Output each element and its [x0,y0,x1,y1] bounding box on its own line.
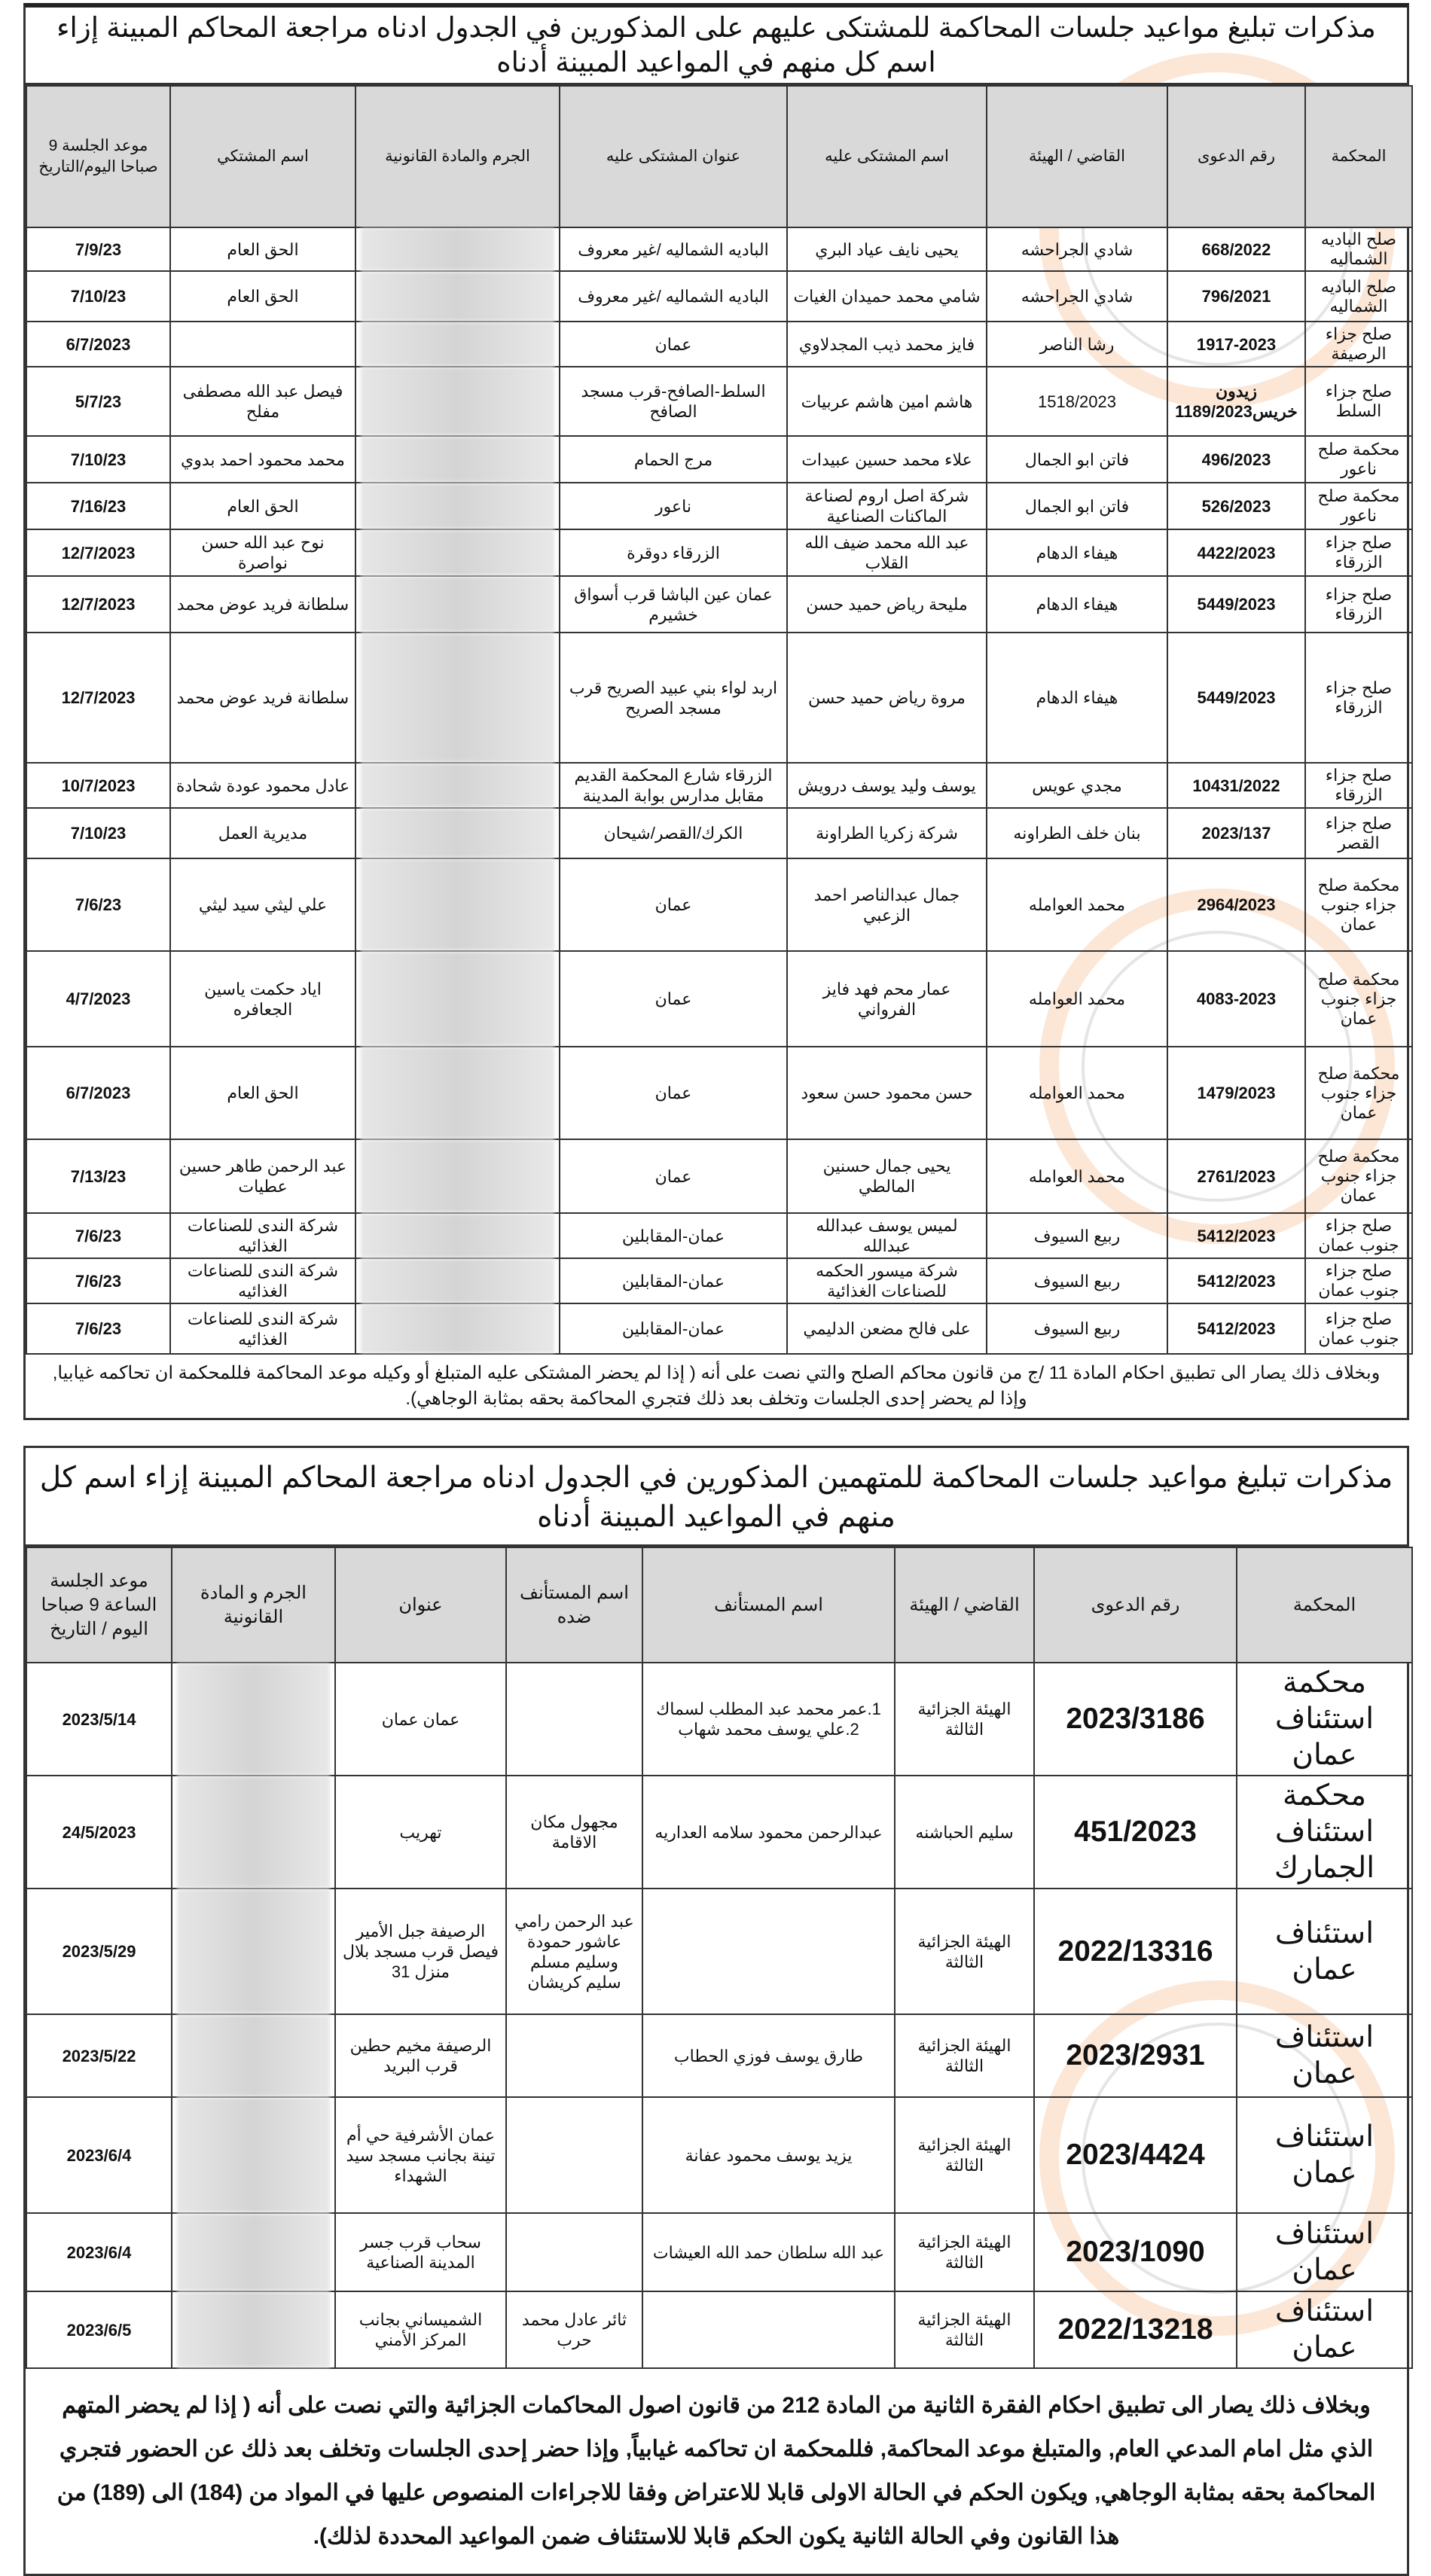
redacted-crime-cell [355,1047,560,1139]
redacted-crime-cell [355,951,560,1047]
judge-cell: فاتن ابو الجمال [987,483,1167,529]
redaction-blur [361,764,554,807]
case-cell: 5412/2023 [1167,1303,1305,1354]
table-row [26,1139,1412,1213]
appellant-cell [642,1889,895,2014]
court-cell: صلح جزاء الزرقاء [1305,576,1412,633]
column-header: اسم المشتكي [170,86,355,227]
redaction-blur [361,1140,554,1212]
court-cell: محكمة صلح جزاء جنوب عمان [1305,1139,1412,1213]
defendant-cell: شامي محمد حميدان الغيات [787,271,987,322]
address-cell: اربد لواء بني عبيد الصريح قرب مسجد الصريح [560,633,787,763]
table-row [26,576,1412,633]
redaction-blur [361,577,554,632]
date-cell: 7/6/23 [26,1258,170,1303]
case-cell: 5449/2023 [1167,576,1305,633]
date-cell: 2023/5/29 [26,1889,172,2014]
address-cell: الشميساني بجانب المركز الأمني [335,2291,506,2368]
redacted-crime-cell [172,1776,335,1889]
column-header: رقم الدعوى [1167,86,1305,227]
appellant-cell: 1.عمر محمد عبد المطلب لسماك 2.علي يوسف محمد شهاب [642,1663,895,1776]
court-cell: محكمة صلح جزاء جنوب عمان [1305,858,1412,951]
legal-note: وبخلاف ذلك يصار الى تطبيق احكام الفقرة الثانية من المادة 212 من قانون اصول المحاكمات الجزائية والتي نصت على أنه ( إذا لم يحضر المتهم الذي مثل امام المدعي العام, والمتبلغ موعد المحاكمة, فللمحكمة ان تحاكمه غيابياً, وإذا حضر إحدى الجلسات وتخلف بعد ذلك عن الحضور فتجري المحاكمة بحقه بمثابة الوجاهي, ويكون الحكم في الحالة الاولى قابلا للاعتراض وفقا للاجراءات المنصوص عليها في المواد من (184) الى (189) من هذا القانون وفي الحالة الثانية يكون الحكم قابلا للاستئناف ضمن المواعيد المحددة لذلك). [56,2393,1376,2549]
table-row [26,436,1412,483]
address-cell: الرصيفة مخيم حطين قرب البريد [335,2014,506,2097]
redacted-crime-cell [355,763,560,808]
court-cell: صلح الباديه الشماليه [1305,271,1412,322]
column-header: اسم المستأنف [642,1547,895,1663]
table-row [26,1889,1412,2014]
case-cell: زيدون خريس1189/2023 [1167,367,1305,436]
table-row [26,1047,1412,1139]
column-header: اسم المشتكى عليه [787,86,987,227]
redaction-blur [361,1259,554,1303]
address-cell: الباديه الشماليه /غير معروف [560,271,787,322]
judge-cell: رشا الناصر [987,322,1167,367]
date-cell: 7/10/23 [26,271,170,322]
date-cell: 7/6/23 [26,1303,170,1354]
date-cell: 7/6/23 [26,1213,170,1258]
defendant-cell: عبد الله محمد ضيف الله القلاب [787,529,987,576]
table-row [26,2291,1412,2368]
date-cell: 4/7/2023 [26,951,170,1047]
section-title: مذكرات تبليغ مواعيد جلسات المحاكمة للمشتكى عليهم على المذكورين في الجدول ادناه مراجعة المحاكم المبينة إزاء اسم كل منهم في المواعيد المبينة أدناه [26,8,1407,85]
judge-cell: هيفاء الدهام [987,529,1167,576]
redaction-blur [361,367,554,435]
court-cell: استئناف عمان [1237,2213,1412,2291]
court-cell: محكمة استئناف عمان [1237,1663,1412,1776]
respondent-cell: ثائر عادل محمد حرب [506,2291,642,2368]
column-header: رقم الدعوى [1034,1547,1237,1663]
column-header: اسم المستأنف ضده [506,1547,642,1663]
date-cell: 2023/6/4 [26,2097,172,2213]
judge-cell: الهيئة الجزائية الثالثة [895,1889,1034,2014]
redacted-crime-cell [355,808,560,858]
column-header: عنوان [335,1547,506,1663]
table-row [26,1663,1412,1776]
case-cell: 4083-2023 [1167,951,1305,1047]
address-cell: عمان [560,951,787,1047]
judge-cell: الهيئة الجزائية الثالثة [895,2291,1034,2368]
complainant-cell: محمد محمود احمد بدوي [170,436,355,483]
redacted-crime-cell [355,633,560,763]
table-row [26,633,1412,763]
defendant-cell: لميس يوسف عبدالله عبدالله [787,1213,987,1258]
address-cell: عمان [560,322,787,367]
redaction-blur [361,1047,554,1139]
case-cell: 526/2023 [1167,483,1305,529]
redaction-blur [361,437,554,482]
judge-cell: محمد العوامله [987,858,1167,951]
table-row [26,322,1412,367]
complainant-cell: الحق العام [170,227,355,271]
table-row [26,367,1412,436]
defendant-cell: يوسف وليد يوسف درويش [787,763,987,808]
redaction-blur [177,2098,330,2212]
address-cell: سحاب قرب جسر المدينة الصناعية [335,2213,506,2291]
respondent-cell [506,2213,642,2291]
case-cell: 451/2023 [1034,1776,1237,1889]
appellant-cell [642,2291,895,2368]
table-row [26,2097,1412,2213]
date-cell: 10/7/2023 [26,763,170,808]
redaction-blur [361,228,554,270]
address-cell: عمان عين الباشا قرب أسواق خشيرم [560,576,787,633]
court-cell: صلح جزاء جنوب عمان [1305,1303,1412,1354]
court-cell: صلح جزاء الزرقاء [1305,633,1412,763]
judge-cell: هيفاء الدهام [987,576,1167,633]
judge-cell: سليم الحباشنه [895,1776,1034,1889]
redacted-crime-cell [355,322,560,367]
address-cell: عمان-المقابلين [560,1258,787,1303]
complainant-cell: عبد الرحمن طاهر حسين عطيات [170,1139,355,1213]
address-cell: الزرقاء شارع المحكمة القديم مقابل مدارس بوابة المدينة [560,763,787,808]
complainant-notice-section [23,3,1409,1420]
table-row [26,2014,1412,2097]
defendant-cell: شركة زكريا الطراونة [787,808,987,858]
redaction-blur [361,633,554,762]
defendant-cell: فايز محمد ذيب المجدلاوي [787,322,987,367]
case-cell: 2761/2023 [1167,1139,1305,1213]
redaction-blur [361,952,554,1046]
address-cell: الرصيفة جبل الأمير فيصل قرب مسجد بلال منزل 31 [335,1889,506,2014]
redacted-crime-cell [355,576,560,633]
date-cell: 6/7/2023 [26,322,170,367]
case-cell: 496/2023 [1167,436,1305,483]
court-cell: صلح جزاء السلط [1305,367,1412,436]
defendant-cell: علاء محمد حسين عبيدات [787,436,987,483]
table-row [26,271,1412,322]
date-cell: 2023/5/22 [26,2014,172,2097]
address-cell: عمان-المقابلين [560,1213,787,1258]
column-header: موعد الجلسة الساعة 9 صباحا اليوم / التاريخ [26,1547,172,1663]
redaction-blur [177,2015,330,2096]
court-cell: صلح جزاء الرصيفة [1305,322,1412,367]
case-cell: 668/2022 [1167,227,1305,271]
case-cell: 2023/1090 [1034,2213,1237,2291]
defendant-cell: يحيى نايف عياد البري [787,227,987,271]
appellant-cell: عبدالرحمن محمود سلامه العداريه [642,1776,895,1889]
redaction-blur [177,2292,330,2367]
court-cell: محكمة صلح جزاء جنوب عمان [1305,1047,1412,1139]
appeals-table [26,1547,1413,2369]
court-cell: صلح جزاء جنوب عمان [1305,1258,1412,1303]
complainant-cell: عادل محمود عودة شحادة [170,763,355,808]
judge-cell: 1518/2023 [987,367,1167,436]
judge-cell: فاتن ابو الجمال [987,436,1167,483]
defendant-cell: حسن محمود حسن سعود [787,1047,987,1139]
complainant-cell: نوح عبد الله حسن نواصرة [170,529,355,576]
redacted-crime-cell [355,436,560,483]
case-cell: 2023/4424 [1034,2097,1237,2213]
address-cell: الزرقاء دوقرة [560,529,787,576]
respondent-cell [506,2014,642,2097]
date-cell: 12/7/2023 [26,529,170,576]
table-row [26,1776,1412,1889]
case-cell: 1479/2023 [1167,1047,1305,1139]
redaction-blur [361,1304,554,1353]
redaction-blur [361,272,554,321]
redacted-crime-cell [355,483,560,529]
complainant-cell: شركة الندى للصناعات الغذائيه [170,1213,355,1258]
case-cell: 5412/2023 [1167,1258,1305,1303]
address-cell: تهريب [335,1776,506,1889]
redaction-blur [361,1214,554,1258]
address-cell: مرج الحمام [560,436,787,483]
column-header: الجرم والمادة القانونية [355,86,560,227]
case-cell: 2964/2023 [1167,858,1305,951]
address-cell: عمان عمان [335,1663,506,1776]
judge-cell: ربيع السيوف [987,1213,1167,1258]
defendant-cell: شركة اصل اروم لصناعة الماكنات الصناعية [787,483,987,529]
date-cell: 12/7/2023 [26,633,170,763]
redaction-blur [177,1889,330,2014]
complainant-cell: الحق العام [170,271,355,322]
court-cell: محكمة صلح جزاء جنوب عمان [1305,951,1412,1047]
redacted-crime-cell [172,2014,335,2097]
table-row [26,1303,1412,1354]
table-row [26,227,1412,271]
case-cell: 796/2021 [1167,271,1305,322]
court-cell: استئناف عمان [1237,1889,1412,2014]
column-header: موعد الجلسة 9 صباحا اليوم/التاريخ [26,86,170,227]
date-cell: 6/7/2023 [26,1047,170,1139]
judge-cell: هيفاء الدهام [987,633,1167,763]
judge-cell: الهيئة الجزائية الثالثة [895,1663,1034,1776]
respondent-cell: مجهول مكان الاقامة [506,1776,642,1889]
complainant-cell: شركة الندى للصناعات الغذائيه [170,1258,355,1303]
redacted-crime-cell [355,1213,560,1258]
redaction-blur [361,859,554,950]
appeal-notice-section [23,1446,1409,2576]
redacted-crime-cell [355,1303,560,1354]
date-cell: 2023/6/5 [26,2291,172,2368]
complainant-cell: سلطانة فريد عوض محمد [170,576,355,633]
section-title: مذكرات تبليغ مواعيد جلسات المحاكمة للمتهمين المذكورين في الجدول ادناه مراجعة المحاكم المبينة إزاء اسم كل منهم في المواعيد المبينة أدناه [26,1448,1407,1547]
redacted-crime-cell [172,1889,335,2014]
column-header: الجرم و المادة القانونية [172,1547,335,1663]
judge-cell: ربيع السيوف [987,1258,1167,1303]
complainant-cell: فيصل عبد الله مصطفى مفلح [170,367,355,436]
redacted-crime-cell [172,2097,335,2213]
court-cell: محكمة صلح ناعور [1305,436,1412,483]
date-cell: 7/6/23 [26,858,170,951]
redaction-blur [177,2214,330,2291]
column-header: القاضي / الهيئة [987,86,1167,227]
complainant-cell: علي ليثي سيد ليثي [170,858,355,951]
court-cell: استئناف عمان [1237,2014,1412,2097]
redaction-blur [361,530,554,575]
redacted-crime-cell [355,529,560,576]
column-header: عنوان المشتكى عليه [560,86,787,227]
complainant-cell [170,322,355,367]
date-cell: 12/7/2023 [26,576,170,633]
table-row [26,483,1412,529]
complainant-cell: اياد حكمت ياسين الجعافره [170,951,355,1047]
case-cell: 2022/13316 [1034,1889,1237,2014]
address-cell: عمان [560,1139,787,1213]
legal-note: وبخلاف ذلك يصار الى تطبيق احكام المادة 11 /ج من قانون محاكم الصلح والتي نصت على أنه ( إذا لم يحضر المشتكى عليه المتبلغ أو وكيله موعد المحاكمة فللمحكمة ان تحاكمه غيابيا, وإذا لم يحضر إحدى الجلسات وتخلف بعد ذلك فتجري المحاكمة بحقه بمثابة الوجاهي). [52,1363,1381,1409]
date-cell: 7/10/23 [26,436,170,483]
case-cell: 4422/2023 [1167,529,1305,576]
date-cell: 5/7/23 [26,367,170,436]
court-cell: صلح جزاء جنوب عمان [1305,1213,1412,1258]
case-cell: 10431/2022 [1167,763,1305,808]
table-row [26,808,1412,858]
redaction-blur [361,322,554,366]
respondent-cell [506,1663,642,1776]
case-cell: 2022/13218 [1034,2291,1237,2368]
court-cell: محكمة صلح ناعور [1305,483,1412,529]
date-cell: 7/16/23 [26,483,170,529]
court-cell: محكمة استئناف الجمارك [1237,1776,1412,1889]
judge-cell: شادي الجراحشه [987,271,1167,322]
redacted-crime-cell [172,2291,335,2368]
appellant-cell: عبد الله سلطان حمد الله العيشات [642,2213,895,2291]
column-header: المحكمة [1305,86,1412,227]
redaction-blur [361,809,554,858]
address-cell: الباديه الشماليه /غير معروف [560,227,787,271]
table-row [26,2213,1412,2291]
column-header: القاضي / الهيئة [895,1547,1034,1663]
redacted-crime-cell [355,1139,560,1213]
case-cell: 2023/3186 [1034,1663,1237,1776]
complainant-cell: سلطانة فريد عوض محمد [170,633,355,763]
redacted-crime-cell [355,271,560,322]
judge-cell: محمد العوامله [987,1047,1167,1139]
date-cell: 7/9/23 [26,227,170,271]
defendant-cell: عمار محم فهد فايز الفرواني [787,951,987,1047]
judge-cell: شادي الجراحشه [987,227,1167,271]
court-cell: صلح الباديه الشماليه [1305,227,1412,271]
table-row [26,951,1412,1047]
address-cell: عمان-المقابلين [560,1303,787,1354]
date-cell: 7/10/23 [26,808,170,858]
judge-cell: مجدي عويس [987,763,1167,808]
judge-cell: محمد العوامله [987,951,1167,1047]
court-cell: استئناف عمان [1237,2291,1412,2368]
appellant-cell: طارق يوسف فوزي الحطاب [642,2014,895,2097]
case-cell: 1917-2023 [1167,322,1305,367]
table-row [26,1213,1412,1258]
redacted-crime-cell [172,2213,335,2291]
date-cell: 7/13/23 [26,1139,170,1213]
address-cell: عمان [560,1047,787,1139]
address-cell: السلط-الصافح-قرب مسجد الصافح [560,367,787,436]
redaction-blur [361,483,554,529]
defendant-cell: يحيى جمال حسنين المالطي [787,1139,987,1213]
date-cell: 24/5/2023 [26,1776,172,1889]
redaction-blur [177,1663,330,1775]
case-cell: 2023/137 [1167,808,1305,858]
case-cell: 5449/2023 [1167,633,1305,763]
judge-cell: محمد العوامله [987,1139,1167,1213]
court-cell: استئناف عمان [1237,2097,1412,2213]
court-cell: صلح جزاء القصر [1305,808,1412,858]
redacted-crime-cell [172,1663,335,1776]
complainant-cell: مديرية العمل [170,808,355,858]
address-cell: ناعور [560,483,787,529]
appellant-cell: يزيد يوسف محمود عفانة [642,2097,895,2213]
address-cell: عمان [560,858,787,951]
date-cell: 2023/5/14 [26,1663,172,1776]
respondent-cell: عبد الرحمن رامي عاشور حمودة وسليم مسلم سليم كريشان [506,1889,642,2014]
table-row [26,763,1412,808]
date-cell: 2023/6/4 [26,2213,172,2291]
judge-cell: الهيئة الجزائية الثالثة [895,2014,1034,2097]
defendant-cell: جمال عبدالناصر احمد الزعبي [787,858,987,951]
redacted-crime-cell [355,1258,560,1303]
defendant-cell: مليحة رياض حميد حسن [787,576,987,633]
redacted-crime-cell [355,367,560,436]
redaction-blur [177,1776,330,1888]
hearings-table [26,85,1413,1355]
complainant-cell: شركة الندى للصناعات الغذائيه [170,1303,355,1354]
defendant-cell: مروة رياض حميد حسن [787,633,987,763]
table-row [26,1258,1412,1303]
table-row [26,858,1412,951]
court-cell: صلح جزاء الزرقاء [1305,763,1412,808]
defendant-cell: هاشم امين هاشم عربيات [787,367,987,436]
judge-cell: الهيئة الجزائية الثالثة [895,2213,1034,2291]
redacted-crime-cell [355,227,560,271]
court-cell: صلح جزاء الزرقاء [1305,529,1412,576]
judge-cell: بنان خلف الطراونه [987,808,1167,858]
address-cell: عمان الأشرفية حي أم تينة بجانب مسجد سيد الشهداء [335,2097,506,2213]
respondent-cell [506,2097,642,2213]
defendant-cell: على فالح مضعن الدليمي [787,1303,987,1354]
case-cell: 2023/2931 [1034,2014,1237,2097]
defendant-cell: شركة ميسور الحكمه للصناعات الغذائية [787,1258,987,1303]
judge-cell: ربيع السيوف [987,1303,1167,1354]
address-cell: الكرك/القصر/شيحان [560,808,787,858]
judge-cell: الهيئة الجزائية الثالثة [895,2097,1034,2213]
complainant-cell: الحق العام [170,483,355,529]
case-cell: 5412/2023 [1167,1213,1305,1258]
redacted-crime-cell [355,858,560,951]
complainant-cell: الحق العام [170,1047,355,1139]
column-header: المحكمة [1237,1547,1412,1663]
table-row [26,529,1412,576]
